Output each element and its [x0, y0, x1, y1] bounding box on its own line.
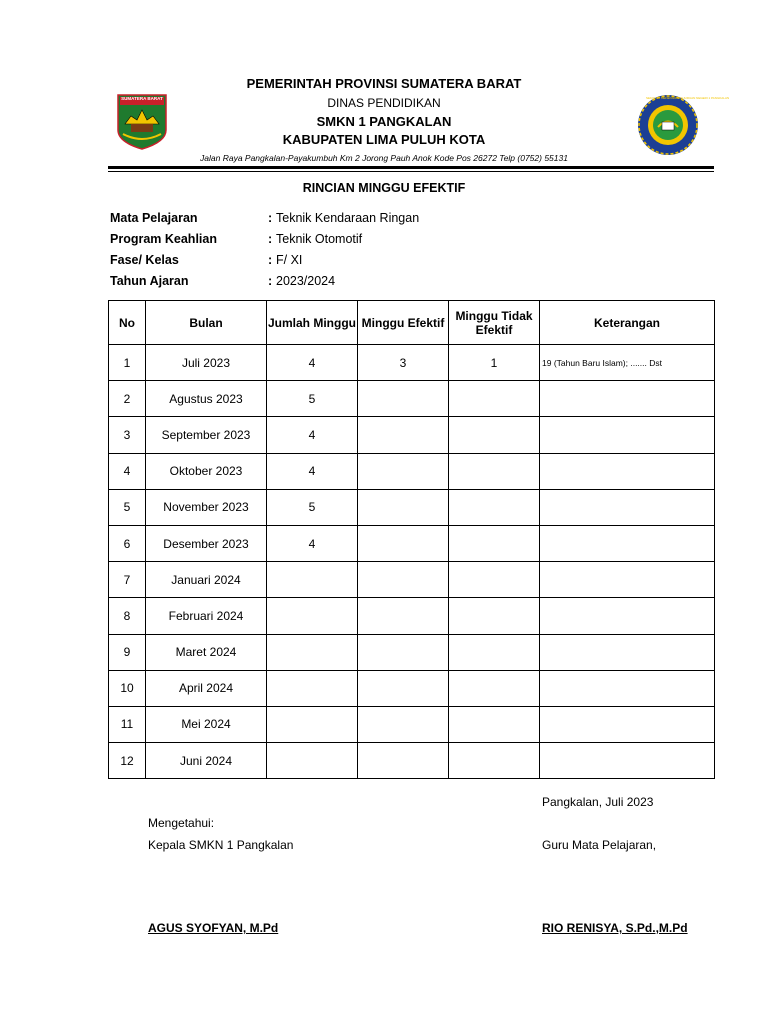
- cell-no: 2: [109, 381, 146, 417]
- cell-no: 8: [109, 598, 146, 634]
- info-colon: :: [268, 274, 273, 288]
- table-header-row: [109, 301, 715, 345]
- cell-month: Juni 2024: [146, 743, 267, 779]
- cell-month: Maret 2024: [146, 634, 267, 670]
- info-label-program: Program Keahlian: [110, 232, 217, 246]
- cell-no: 11: [109, 706, 146, 742]
- cell-month: Januari 2024: [146, 562, 267, 598]
- principal-title: Kepala SMKN 1 Pangkalan: [148, 838, 294, 852]
- cell-effective-weeks: [358, 562, 449, 598]
- place-date: Pangkalan, Juli 2023: [542, 795, 654, 809]
- cell-notes: [540, 453, 715, 489]
- info-value-program: Teknik Otomotif: [276, 232, 363, 246]
- regency-name: KABUPATEN LIMA PULUH KOTA: [282, 132, 486, 147]
- table-row: [109, 453, 715, 489]
- cell-effective-weeks: 3: [358, 345, 449, 381]
- cell-total-weeks: 5: [267, 381, 358, 417]
- cell-notes: [540, 706, 715, 742]
- cell-total-weeks: 4: [267, 345, 358, 381]
- cell-notes: [540, 670, 715, 706]
- cell-effective-weeks: [358, 489, 449, 525]
- info-value-year: 2023/2024: [276, 274, 336, 288]
- cell-non-effective-weeks: [449, 634, 540, 670]
- cell-total-weeks: [267, 670, 358, 706]
- cell-notes: [540, 381, 715, 417]
- cell-notes: [540, 525, 715, 561]
- table-row: [109, 525, 715, 561]
- cell-non-effective-weeks: [449, 525, 540, 561]
- cell-no: 12: [109, 743, 146, 779]
- cell-month: November 2023: [146, 489, 267, 525]
- cell-total-weeks: [267, 562, 358, 598]
- table-row: [109, 706, 715, 742]
- school-name: SMKN 1 PANGKALAN: [316, 114, 452, 129]
- cell-no: 6: [109, 525, 146, 561]
- header-notes: Keterangan: [540, 301, 715, 345]
- cell-notes: [540, 598, 715, 634]
- cell-effective-weeks: [358, 743, 449, 779]
- header-non-effective-weeks: Minggu Tidak Efektif: [449, 301, 540, 345]
- right-logo-text: SEKOLAH MENENGAH KEJURUAN NEGERI 1 PANGKALAN: [646, 96, 730, 100]
- letterhead-divider-thin: [108, 171, 714, 172]
- table-row: [109, 562, 715, 598]
- cell-non-effective-weeks: 1: [449, 345, 540, 381]
- cell-total-weeks: [267, 634, 358, 670]
- cell-notes: 19 (Tahun Baru Islam); ....... Dst: [540, 345, 715, 381]
- cell-no: 10: [109, 670, 146, 706]
- cell-effective-weeks: [358, 381, 449, 417]
- cell-effective-weeks: [358, 453, 449, 489]
- cell-effective-weeks: [358, 417, 449, 453]
- cell-total-weeks: 5: [267, 489, 358, 525]
- cell-notes: [540, 417, 715, 453]
- table-row: [109, 598, 715, 634]
- cell-total-weeks: [267, 706, 358, 742]
- teacher-name: RIO RENISYA, S.Pd.,M.Pd: [542, 921, 688, 935]
- cell-non-effective-weeks: [449, 453, 540, 489]
- table-row: [109, 743, 715, 779]
- cell-month: April 2024: [146, 670, 267, 706]
- cell-notes: [540, 489, 715, 525]
- table-row: [109, 381, 715, 417]
- department-name: DINAS PENDIDIKAN: [327, 96, 441, 110]
- document-title: RINCIAN MINGGU EFEKTIF: [302, 181, 466, 195]
- cell-no: 9: [109, 634, 146, 670]
- cell-non-effective-weeks: [449, 598, 540, 634]
- cell-non-effective-weeks: [449, 670, 540, 706]
- cell-month: Mei 2024: [146, 706, 267, 742]
- info-value-subject: Teknik Kendaraan Ringan: [276, 211, 420, 225]
- cell-month: Oktober 2023: [146, 453, 267, 489]
- cell-month: Februari 2024: [146, 598, 267, 634]
- effective-weeks-table: [108, 300, 715, 779]
- cell-month: September 2023: [146, 417, 267, 453]
- cell-effective-weeks: [358, 598, 449, 634]
- header-month: Bulan: [146, 301, 267, 345]
- cell-total-weeks: [267, 743, 358, 779]
- cell-effective-weeks: [358, 670, 449, 706]
- cell-non-effective-weeks: [449, 489, 540, 525]
- cell-total-weeks: 4: [267, 453, 358, 489]
- table-row: [109, 345, 715, 381]
- cell-non-effective-weeks: [449, 706, 540, 742]
- cell-total-weeks: [267, 598, 358, 634]
- table-row: [109, 634, 715, 670]
- cell-non-effective-weeks: [449, 562, 540, 598]
- cell-effective-weeks: [358, 634, 449, 670]
- cell-total-weeks: 4: [267, 525, 358, 561]
- letterhead-divider: [108, 166, 714, 169]
- cell-notes: [540, 743, 715, 779]
- cell-month: Agustus 2023: [146, 381, 267, 417]
- cell-no: 1: [109, 345, 146, 381]
- cell-non-effective-weeks: [449, 381, 540, 417]
- cell-effective-weeks: [358, 525, 449, 561]
- cell-no: 4: [109, 453, 146, 489]
- info-label-class: Fase/ Kelas: [110, 253, 179, 267]
- cell-non-effective-weeks: [449, 417, 540, 453]
- government-name: PEMERINTAH PROVINSI SUMATERA BARAT: [246, 76, 522, 91]
- info-label-year: Tahun Ajaran: [110, 274, 189, 288]
- cell-no: 7: [109, 562, 146, 598]
- header-no: No: [109, 301, 146, 345]
- info-colon: :: [268, 253, 273, 267]
- table-row: [109, 670, 715, 706]
- acknowledged-label: Mengetahui:: [148, 816, 215, 830]
- table-row: [109, 489, 715, 525]
- cell-no: 5: [109, 489, 146, 525]
- info-label-subject: Mata Pelajaran: [110, 211, 198, 225]
- teacher-title: Guru Mata Pelajaran,: [542, 838, 657, 852]
- cell-notes: [540, 634, 715, 670]
- header-effective-weeks: Minggu Efektif: [358, 301, 449, 345]
- info-value-class: F/ XI: [276, 253, 303, 267]
- school-address: Jalan Raya Pangkalan-Payakumbuh Km 2 Jorong Pauh Anok Kode Pos 26272 Telp (0752) 55131: [200, 153, 568, 163]
- left-logo-text: SUMATERA BARAT: [121, 96, 163, 101]
- header-total-weeks: Jumlah Minggu: [267, 301, 358, 345]
- table-row: [109, 417, 715, 453]
- cell-non-effective-weeks: [449, 743, 540, 779]
- cell-month: Juli 2023: [146, 345, 267, 381]
- info-colon: :: [268, 211, 273, 225]
- principal-name: AGUS SYOFYAN, M.Pd: [148, 921, 279, 935]
- cell-effective-weeks: [358, 706, 449, 742]
- cell-notes: [540, 562, 715, 598]
- info-colon: :: [268, 232, 273, 246]
- cell-month: Desember 2023: [146, 525, 267, 561]
- cell-total-weeks: 4: [267, 417, 358, 453]
- cell-no: 3: [109, 417, 146, 453]
